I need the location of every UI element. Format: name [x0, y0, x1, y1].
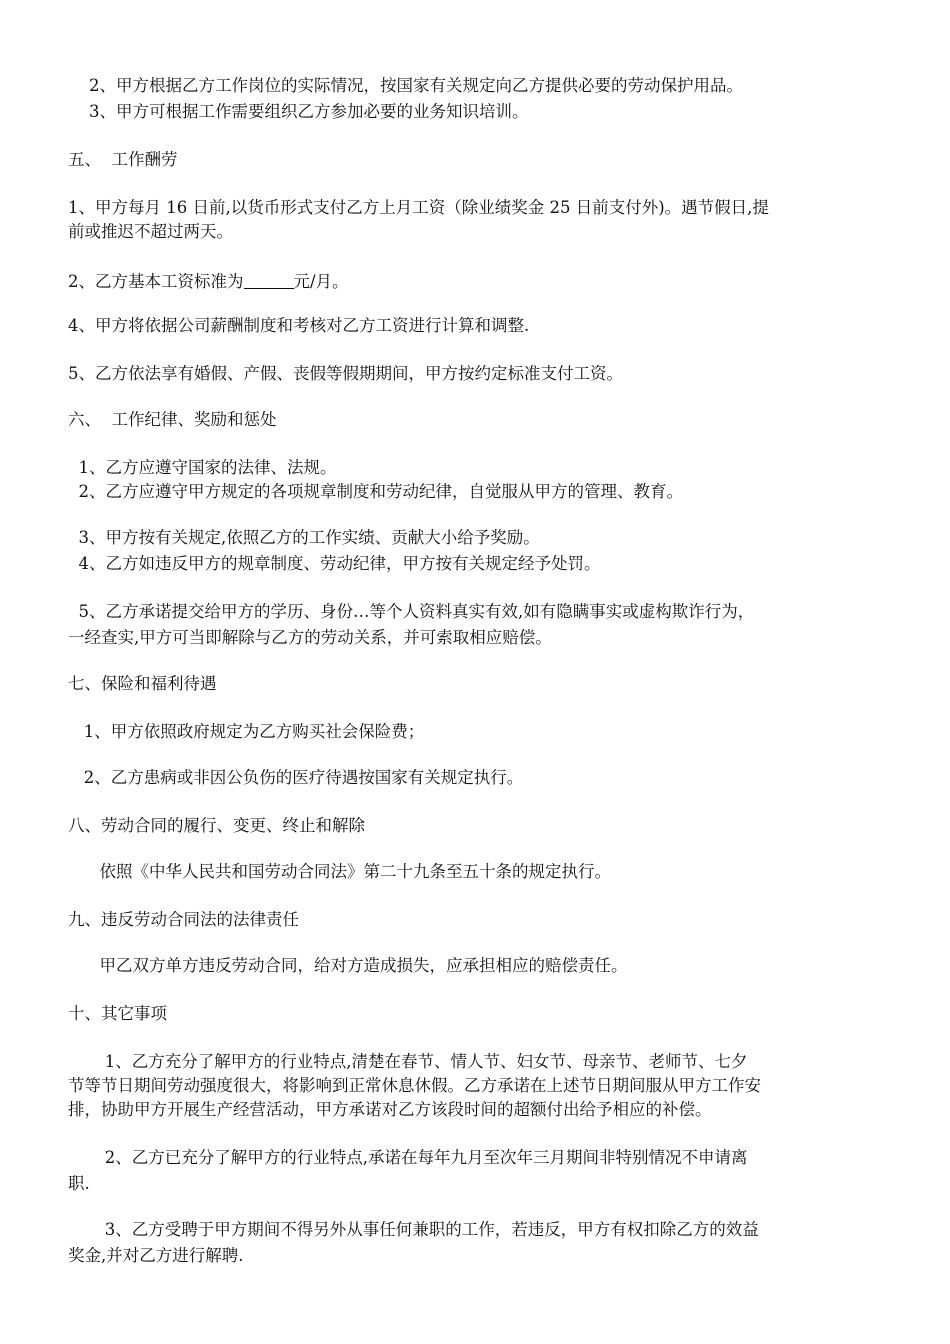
sec6-item-2: 2、乙方应遵守甲方规定的各项规章制度和劳动纪律，自觉服从甲方的管理、教育。	[68, 482, 683, 501]
sec8-body: 依照《中华人民共和国劳动合同法》第二十九条至五十条的规定执行。	[68, 862, 611, 881]
sec5-heading: 五、 工作酬劳	[68, 150, 178, 169]
sec7-item-1: 1、甲方依照政府规定为乙方购买社会保险费；	[68, 722, 425, 741]
sec7-item-2: 2、乙方患病或非因公负伤的医疗待遇按国家有关规定执行。	[68, 768, 524, 787]
sec4-item-2: 2、甲方根据乙方工作岗位的实际情况，按国家有关规定向乙方提供必要的劳动保护用品。	[68, 76, 743, 95]
sec9-body: 甲乙双方单方违反劳动合同，给对方造成损失，应承担相应的赔偿责任。	[68, 956, 628, 975]
sec10-item-1-line2: 节等节日期间劳动强度很大，将影响到正常休息休假。乙方承诺在上述节日期间服从甲方工作安	[68, 1076, 761, 1095]
sec10-item-2-line1: 2、乙方已充分了解甲方的行业特点,承诺在每年九月至次年三月期间非特别情况不申请离	[68, 1148, 748, 1167]
sec10-item-1-line3: 排，协助甲方开展生产经营活动，甲方承诺对乙方该段时间的超额付出给予相应的补偿。	[68, 1100, 712, 1119]
salary-unit: 元/月。	[293, 272, 349, 291]
sec6-heading: 六、 工作纪律、奖励和惩处	[68, 410, 277, 429]
sec6-item-4: 4、乙方如违反甲方的规章制度、劳动纪律，甲方按有关规定经予处罚。	[68, 554, 601, 573]
sec6-item-5-line2: 一经查实,甲方可当即解除与乙方的劳动关系，并可索取相应赔偿。	[68, 628, 552, 647]
sec6-item-5-line1: 5、乙方承诺提交给甲方的学历、身份…等个人资料真实有效,如有隐瞒事实或虚构欺诈行为，	[68, 602, 755, 621]
sec4-item-3: 3、甲方可根据工作需要组织乙方参加必要的业务知识培训。	[68, 102, 529, 121]
sec6-item-1: 1、乙方应遵守国家的法律、法规。	[68, 458, 337, 477]
sec8-heading: 八、劳动合同的履行、变更、终止和解除	[68, 816, 365, 835]
sec5-item-1-line2: 前或推迟不超过两天。	[68, 222, 233, 241]
sec5-item-4: 4、甲方将依据公司薪酬制度和考核对乙方工资进行计算和调整.	[68, 316, 530, 335]
sec10-item-3-line1: 3、乙方受聘于甲方期间不得另外从事任何兼职的工作，若违反，甲方有权扣除乙方的效益	[68, 1220, 759, 1239]
sec5-item-2	[68, 272, 349, 291]
sec10-heading: 十、其它事项	[68, 1004, 167, 1023]
salary-blank	[244, 272, 294, 289]
sec5-item-5: 5、乙方依法享有婚假、产假、丧假等假期期间，甲方按约定标准支付工资。	[68, 364, 623, 383]
sec9-heading: 九、违反劳动合同法的法律责任	[68, 910, 299, 929]
sec7-heading: 七、保险和福利待遇	[68, 674, 217, 693]
sec10-item-1-line1: 1、乙方充分了解甲方的行业特点,清楚在春节、情人节、妇女节、母亲节、老师节、七夕	[68, 1052, 748, 1071]
salary-label: 2、乙方基本工资标准为	[68, 272, 244, 291]
sec6-item-3: 3、甲方按有关规定,依照乙方的工作实绩、贡献大小给予奖励。	[68, 528, 540, 547]
sec10-item-3-line2: 奖金,并对乙方进行解聘.	[68, 1246, 244, 1265]
sec5-item-1-line1: 1、甲方每月 16 日前,以货币形式支付乙方上月工资（除业绩奖金 25 日前支付外)。遇节假日,提	[68, 198, 769, 217]
sec10-item-2-line2: 职.	[68, 1174, 90, 1193]
